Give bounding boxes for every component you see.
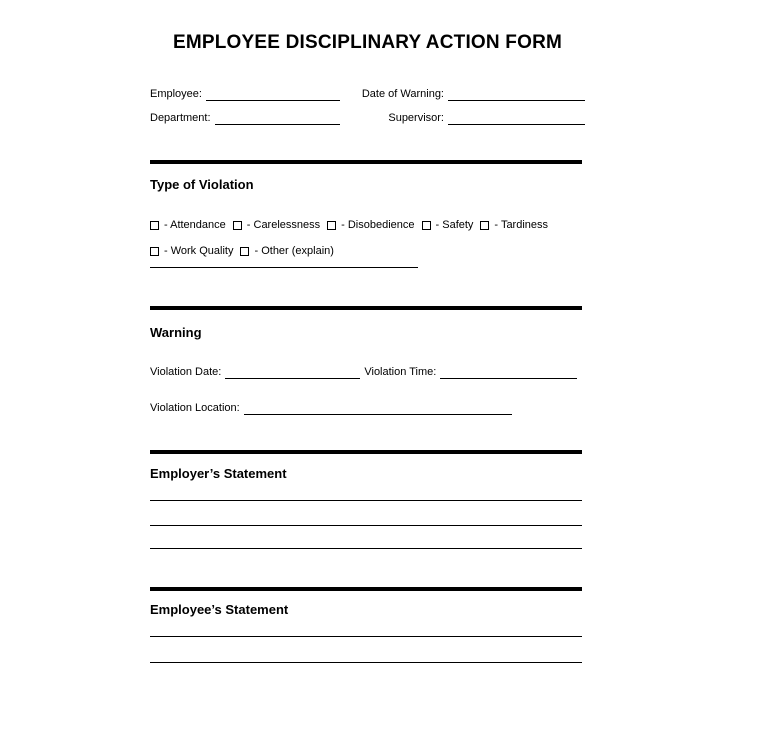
employee-statement-line[interactable]: [150, 617, 582, 637]
employee-statement-line[interactable]: [150, 637, 582, 663]
employee-field-group: [150, 88, 340, 101]
checkbox-safety[interactable]: [422, 221, 431, 230]
employer-statement-heading: Employer’s Statement: [150, 466, 287, 481]
violation-location-row: [150, 402, 585, 415]
checkbox-work-quality[interactable]: [150, 247, 159, 256]
checkbox-carelessness[interactable]: [233, 221, 242, 230]
header-fields: [150, 88, 585, 125]
checkbox-tardiness-label: - Tardiness: [494, 219, 549, 231]
warning-heading: Warning: [150, 325, 202, 340]
section-divider: [150, 587, 582, 591]
checkbox-safety-label: - Safety: [435, 219, 474, 231]
checkbox-other[interactable]: [240, 247, 249, 256]
employee-input-line[interactable]: [206, 88, 340, 101]
checkbox-other-label: - Other (explain): [254, 245, 334, 257]
violation-time-label: Violation Time:: [364, 366, 437, 378]
supervisor-field-group: [388, 112, 585, 125]
date-of-warning-label: Date of Warning:: [361, 88, 444, 100]
employee-label: Employee:: [150, 88, 202, 100]
violation-date-time-row: [150, 366, 585, 379]
violation-date-input-line[interactable]: [225, 366, 360, 379]
other-explain-input-line[interactable]: [150, 267, 418, 268]
checkbox-attendance[interactable]: [150, 221, 159, 230]
checkbox-item-disobedience: [327, 219, 414, 232]
form-content: [150, 0, 585, 663]
type-of-violation-heading: Type of Violation: [150, 177, 254, 192]
checkbox-tardiness[interactable]: [480, 221, 489, 230]
department-field-group: [150, 112, 340, 125]
employee-statement-heading: Employee’s Statement: [150, 602, 289, 617]
header-row-1: [150, 88, 585, 101]
violation-location-input-line[interactable]: [244, 402, 512, 415]
checkbox-item-carelessness: [233, 219, 320, 232]
form-title: EMPLOYEE DISCIPLINARY ACTION FORM: [172, 32, 563, 53]
checkbox-disobedience-label: - Disobedience: [341, 219, 415, 231]
employer-statement-line[interactable]: [150, 526, 582, 549]
checkbox-item-tardiness: [480, 219, 548, 232]
checkbox-item-other: [240, 245, 333, 258]
supervisor-label: Supervisor:: [388, 112, 444, 124]
header-row-2: [150, 112, 585, 125]
violation-checkbox-row-1: [150, 219, 585, 232]
date-of-warning-input-line[interactable]: [448, 88, 585, 101]
checkbox-item-safety: [422, 219, 474, 232]
violation-checkbox-row-2: [150, 245, 585, 258]
checkbox-item-attendance: [150, 219, 226, 232]
checkbox-attendance-label: - Attendance: [164, 219, 226, 231]
checkbox-item-work-quality: [150, 245, 233, 258]
department-input-line[interactable]: [215, 112, 340, 125]
checkbox-work-quality-label: - Work Quality: [164, 245, 234, 257]
violation-time-input-line[interactable]: [440, 366, 577, 379]
employer-statement-line[interactable]: [150, 481, 582, 501]
supervisor-input-line[interactable]: [448, 112, 585, 125]
checkbox-carelessness-label: - Carelessness: [246, 219, 321, 231]
section-divider: [150, 450, 582, 454]
checkbox-disobedience[interactable]: [327, 221, 336, 230]
department-label: Department:: [150, 112, 211, 124]
violation-date-label: Violation Date:: [150, 366, 222, 378]
employer-statement-line[interactable]: [150, 501, 582, 526]
section-divider: [150, 306, 582, 310]
date-of-warning-field-group: [362, 88, 585, 101]
violation-location-label: Violation Location:: [150, 402, 240, 414]
section-divider: [150, 160, 582, 164]
